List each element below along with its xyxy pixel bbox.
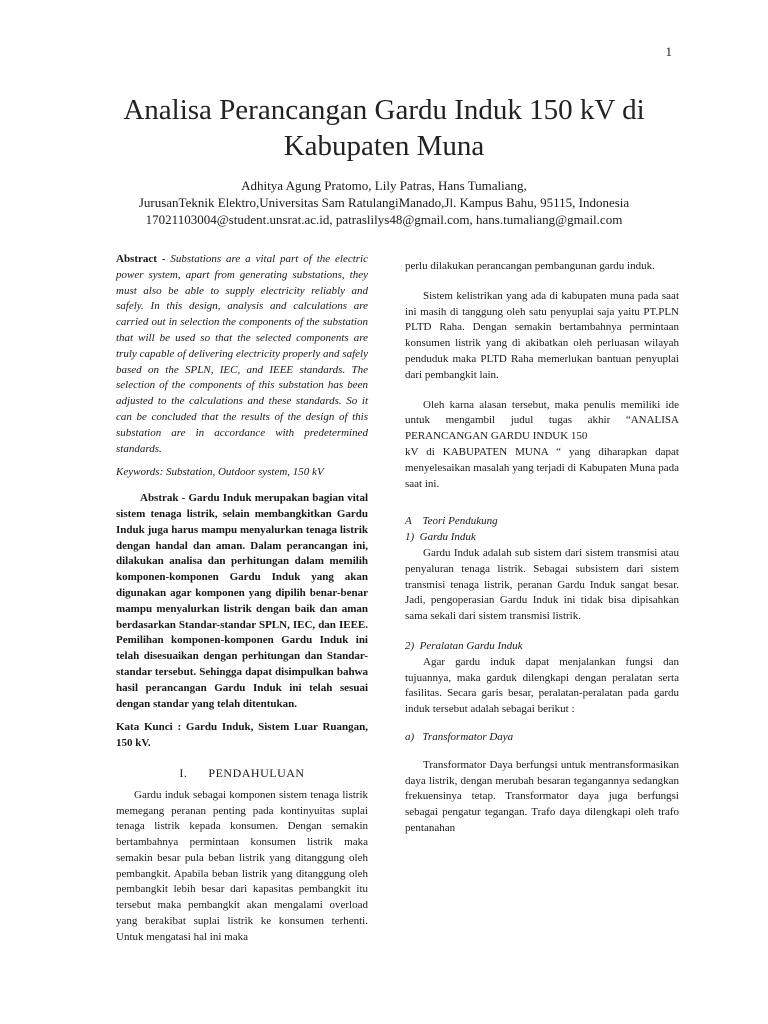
abstract-en-text: Substations are a vital part of the electric power system, apart from generating substations, they must also be able to supply electricity reliably and safely. In this design, analysis and calculations are carried out in selection the components of the substation that will be used so that the selected components are truly capable of delivering electricity properly and safely based on the SPLN, IEC, and IEEE standards. The selection of the components of this substation has been adjusted to the calculations and these standards. So it can be concluded that the results of the design of this substation are in accordance with predetermined standards. bbox=[116, 253, 368, 455]
right-paragraph-6: Transformator Daya berfungsi untuk mentransformasikan daya listrik, dengan merubah besaran tegangannya sedangkan frekuensinya tetap. Transformator daya juga berfungsi sebagai pengatur tegangan. Trafo daya dilengkapi oleh trafo pentanahan bbox=[405, 758, 679, 834]
abstract-id: Abstrak - Gardu Induk merupakan bagian vital sistem tenaga listrik, selain membangkitkan Gardu Induk juga harus mampu menyalurkan tenaga listrik dengan handal dan aman. Dalam perancangan ini, dilakukan analisa dan perhitungan dalam memilih komponen-komponen Gardu Induk yang akan digunakan agar komponen yang dipilih benar-benar mampu menyalurkan listrik dengan baik dan aman berdasarkan Standar-standar SPLN, IEC, dan IEEE. Pemilihan komponen-komponen Gardu Induk ini telah disesuaikan dengan perhitungan dan Standar-standar tersebut. Sehingga dapat disimpulkan bahwa hasil perancangan Gardu Induk ini telah sesuai dengan standar yang telah ditentukan. bbox=[116, 492, 368, 710]
paper-title: Analisa Perancangan Gardu Induk 150 kV di Kabupaten Muna bbox=[123, 94, 645, 162]
right-paragraph-5: Agar gardu induk dapat menjalankan fungsi dan tujuannya, maka garduk dilengkapi dengan peralatan serta fasilitas. Secara garis besar, peralatan-peralatan pada gardu induk tersebut adalah sebagai berikut : bbox=[405, 655, 679, 716]
author-block bbox=[60, 177, 708, 228]
right-paragraph-4: Gardu Induk adalah sub sistem dari sistem transmisi atau penyaluran tenaga listrik. Sebagai subsistem dari sistem transmisi tenaga listrik, peranan Gardu Induk sangat besar. Jadi, pengoperasian Gardu Induk ini tidak bisa dipisahkan sama sekali dari sistem transmisi listrik. bbox=[405, 546, 679, 623]
subsection-a: A Teori Pendukung bbox=[405, 515, 498, 528]
keywords-id: Kata Kunci : Gardu Induk, Sistem Luar Ruangan, 150 kV. bbox=[116, 721, 368, 750]
emails: 17021103004@student.unsrat.ac.id, patraslilys48@gmail.com, hans.tumaliang@gmail.com bbox=[145, 212, 623, 227]
page-number: 1 bbox=[665, 44, 672, 59]
abstract-en bbox=[116, 252, 368, 457]
right-paragraph-3b: kV di KABUPATEN MUNA “ yang diharapkan dapat menyelesaikan masalah yang terjadi di Kabupaten Muna pada saat ini. bbox=[405, 445, 679, 490]
right-column bbox=[405, 259, 679, 837]
subsection-2: 2) Peralatan Gardu Induk bbox=[405, 639, 523, 652]
subsection-1: 1) Gardu Induk bbox=[405, 531, 476, 544]
right-paragraph-3a: Oleh karna alasan tersebut, maka penulis memiliki ide untuk mengambil judul tugas akhir “ANALISA PERANCANGAN GARDU INDUK 150 bbox=[405, 398, 679, 443]
left-column bbox=[116, 252, 368, 946]
authors: Adhitya Agung Pratomo, Lily Patras, Hans Tumaliang, bbox=[241, 178, 527, 193]
right-paragraph-1: perlu dilakukan perancangan pembangunan gardu induk. bbox=[405, 260, 655, 272]
affiliation: JurusanTeknik Elektro,Universitas Sam RatulangiManado,Jl. Kampus Bahu, 95115, Indonesia bbox=[138, 195, 630, 210]
subsection-a-trafo: a) Transformator Daya bbox=[405, 730, 514, 743]
right-paragraph-2: Sistem kelistrikan yang ada di kabupaten muna pada saat ini masih di tanggung oleh satu penyuplai saja yaitu PT.PLN PLTD Raha. Dengan semakin bertambahnya permintaan konsumen listrik yang di akibatkan oleh perluasan wilayah penduduk maka PLTD Raha memerlukan bantuan penyuplai dari pembangkit lain. bbox=[405, 289, 679, 381]
abstract-en-label: Abstract - bbox=[116, 253, 166, 265]
keywords-en: Keywords: Substation, Outdoor system, 150 kV bbox=[116, 466, 324, 479]
section1-paragraph: Gardu induk sebagai komponen sistem tenaga listrik memegang peranan penting pada kontinyuitas suplai tenaga listrik kepada konsumen. Dengan semakin bertambahnya permintaan konsumen listrik maka semakin besar pula beban listrik yang ditanggung oleh pembangkit. Apabila beban listrik yang ditanggung oleh pembangkit lebih besar dari kapasitas pembangkit itu tersebut maka pembangkit akan mengalami overload yang berakibat suplai listrik ke konsumen terhenti. Untuk mengatasi hal ini maka bbox=[116, 788, 368, 943]
section-heading-pendahuluan: I. PENDAHULUAN bbox=[179, 765, 305, 780]
